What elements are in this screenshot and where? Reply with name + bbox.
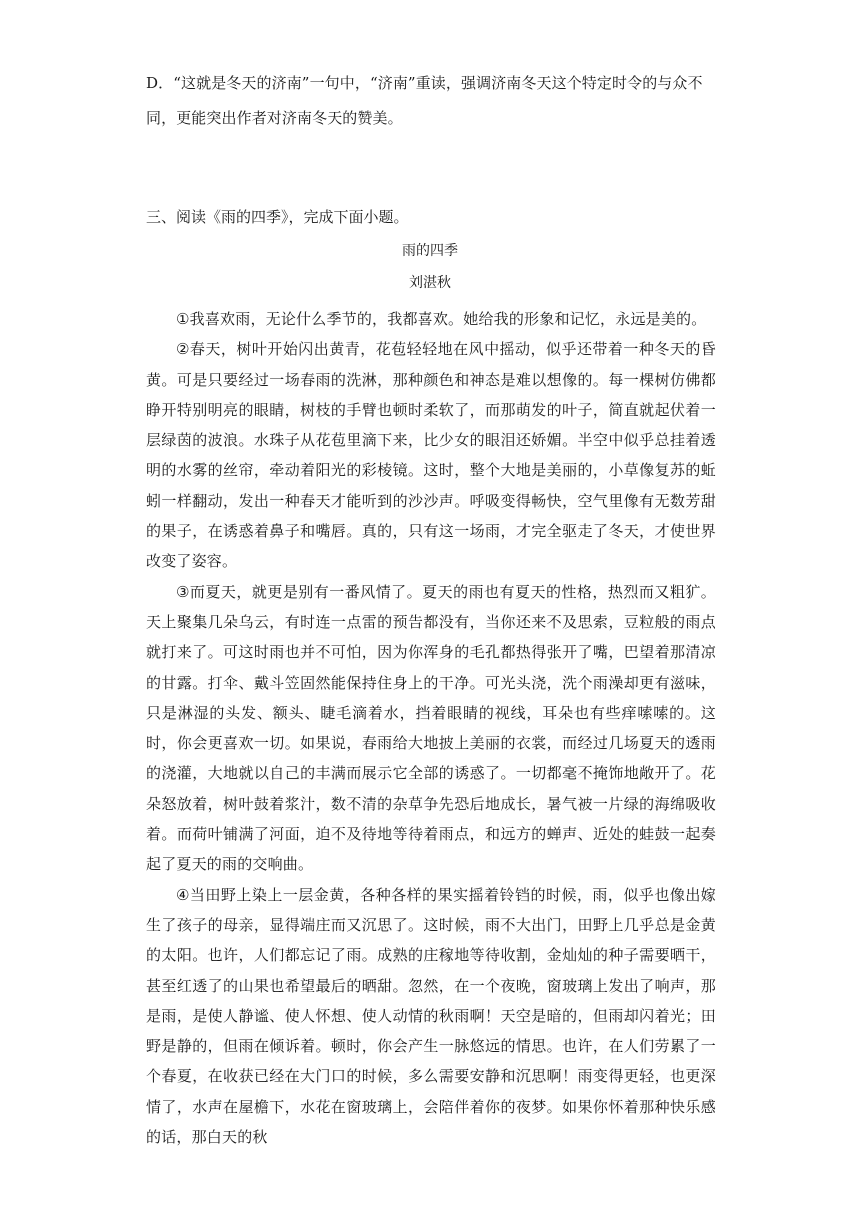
paragraph-3: ③而夏天，就更是别有一番风情了。夏天的雨也有夏天的性格，热烈而又粗犷。天上聚集几朵乌云，有时连一点雷的预告都没有，当你还来不及思索，豆粒般的雨点就打来了。可这时雨也并不可怕，因为你浑身的毛孔都热得张开了嘴，巴望着那清凉的甘露。打伞、戴斗笠固然能保持住身上的干净。可光头浇，洗个雨澡却更有滋味，只是淋湿的头发、额头、睫毛滴着水，挡着眼睛的视线，耳朵也有些痒嗦嗦的。这时，你会更喜欢一切。如果说，春雨给大地披上美丽的衣裳，而经过几场夏天的透雨的浇灌，大地就以自己的丰满而展示它全部的诱惑了。一切都毫不掩饰地敞开了。花朵怒放着，树叶鼓着浆汁，数不清的杂草争先恐后地成长，暑气被一片绿的海绵吸收着。而荷叶铺满了河面，迫不及待地等待着雨点，和远方的蝉声、近处的蛙鼓一起奏起了夏天的雨的交响曲。 — [146, 582, 716, 874]
paragraph-2: ②春天，树叶开始闪出黄青，花苞轻轻地在风中摇动，似乎还带着一种冬天的昏黄。可是只要经过一场春雨的洗淋，那种颜色和神态是难以想像的。每一棵树仿佛都睁开特别明亮的眼睛，树枝的手臂也顿时柔软了，而那萌发的叶子，简直就起伏着一层绿茵的波浪。水珠子从花苞里滴下来，比少女的眼泪还娇媚。半空中似乎总挂着透明的水雾的丝帘，牵动着阳光的彩棱镜。这时，整个大地是美丽的，小草像复苏的蚯蚓一样翻动，发出一种春天才能听到的沙沙声。呼吸变得畅快，空气里像有无数芳甜的果子，在诱惑着鼻子和嘴唇。真的，只有这一场雨，才完全驱走了冬天，才使世界改变了姿容。 — [146, 340, 716, 571]
section-title: 三、阅读《雨的四季》，完成下面小题。 — [146, 208, 409, 226]
paragraph-1: ①我喜欢雨，无论什么季节的，我都喜欢。她给我的形象和记忆，永远是美的。 — [176, 310, 707, 328]
article-body — [146, 304, 716, 1152]
article-title: 雨的四季 — [402, 243, 458, 259]
paragraph-4: ④当田野上染上一层金黄，各种各样的果实摇着铃铛的时候，雨，似乎也像出嫁生了孩子的母亲，显得端庄而又沉思了。这时候，雨不大出门，田野上几乎总是金黄的太阳。也许，人们都忘记了雨。成熟的庄稼地等待收割，金灿灿的种子需要晒干，甚至红透了的山果也希望最后的晒甜。忽然，在一个夜晚，窗玻璃上发出了响声，那是雨，是使人静谧、使人怀想、使人动情的秋雨啊！天空是暗的，但雨却闪着光；田野是静的，但雨在倾诉着。顿时，你会产生一脉悠远的情思。也许，在人们劳累了一个春夏，在收获已经在大门口的时候，多么需要安静和沉思啊！雨变得更轻，也更深情了，水声在屋檐下，水花在窗玻璃上，会陪伴着你的夜梦。如果你怀着那种快乐感的话，那白天的秋 — [146, 885, 716, 1147]
article-author: 刘湛秋 — [409, 275, 451, 291]
option-d-text: D．“这就是冬天的济南”一句中，“济南”重读，强调济南冬天这个特定时令的与众不同，更能突出作者对济南冬天的赞美。 — [146, 74, 703, 127]
